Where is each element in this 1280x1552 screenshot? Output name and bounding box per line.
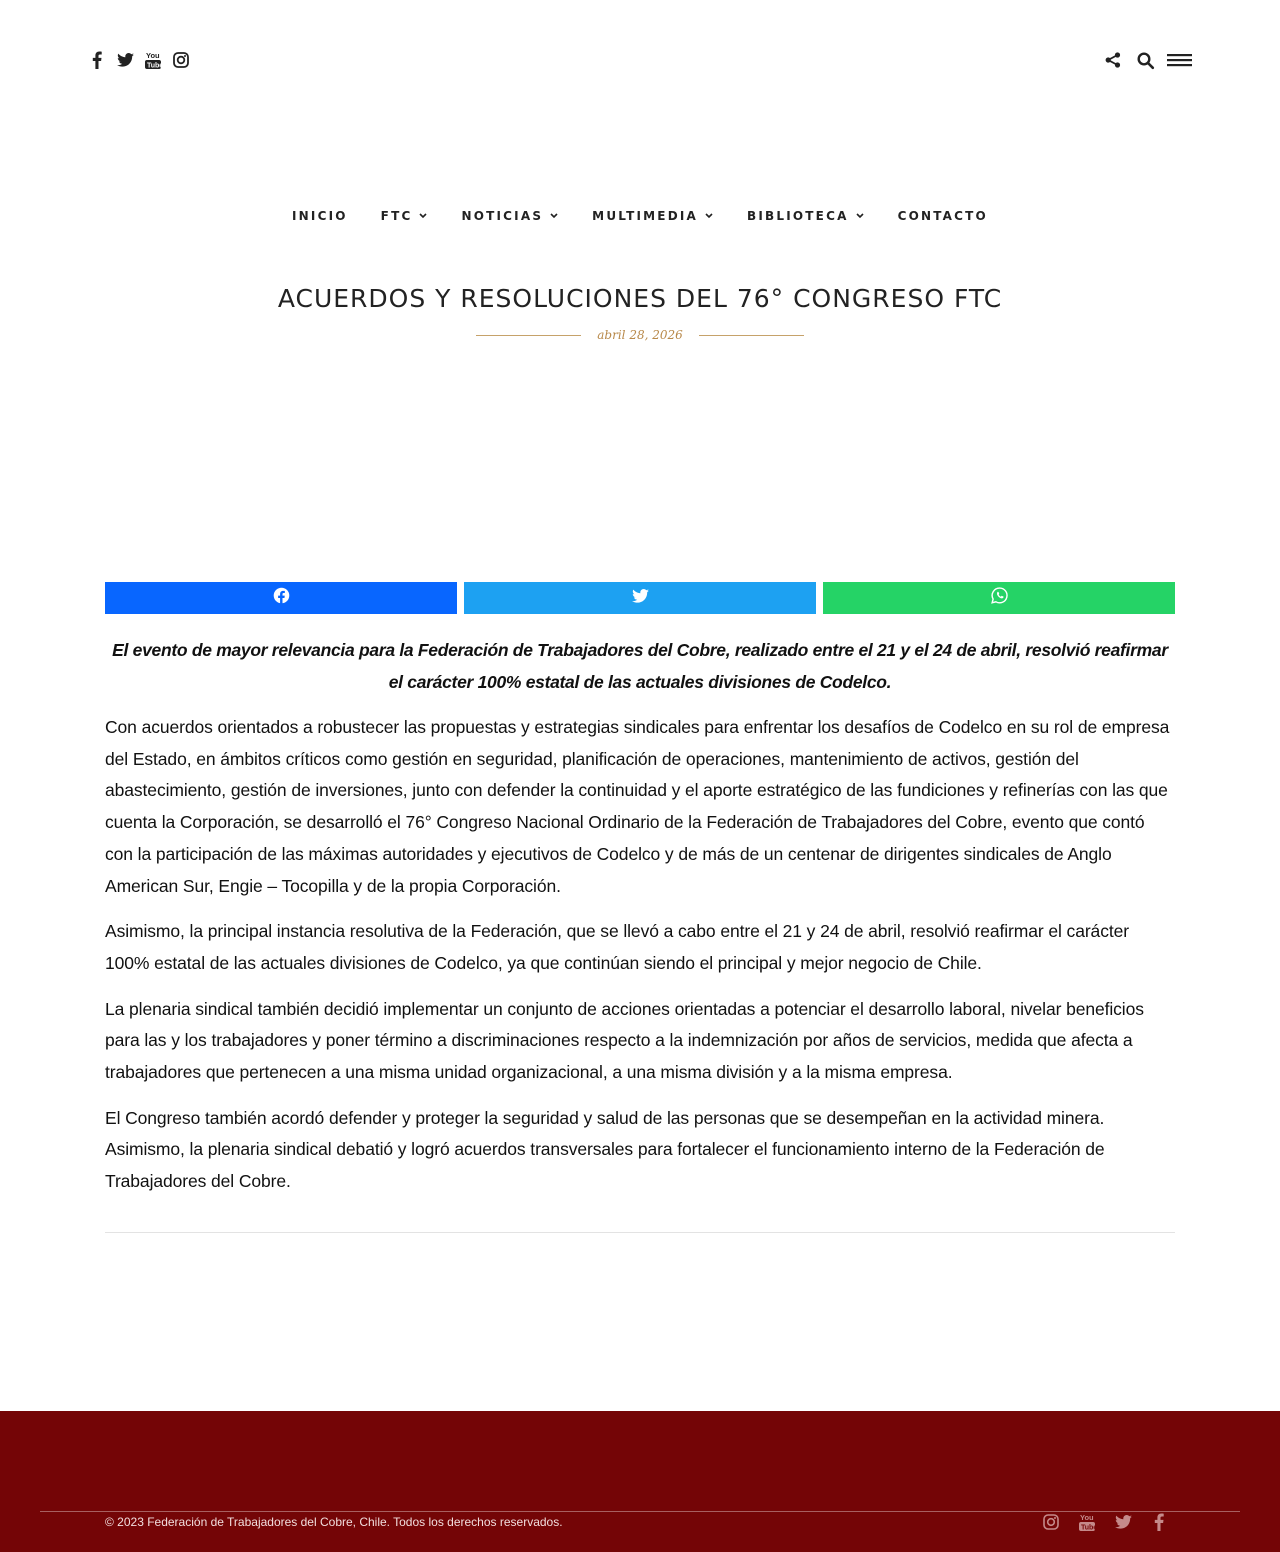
nav-item-label: FTC: [380, 209, 413, 223]
date-divider-left: [476, 335, 581, 336]
chevron-down-icon: [855, 211, 865, 221]
hamburger-menu-icon[interactable]: [1166, 48, 1192, 72]
footer-social-links: [1042, 1511, 1168, 1533]
nav-item-biblioteca[interactable]: [747, 206, 865, 226]
facebook-icon[interactable]: [1150, 1511, 1168, 1533]
whatsapp-icon: [991, 587, 1008, 609]
twitter-icon: [632, 589, 649, 608]
nav-item-inicio[interactable]: [292, 206, 348, 226]
date-divider-right: [699, 335, 804, 336]
footer: [0, 1411, 1280, 1552]
nav-item-label: NOTICIAS: [461, 209, 544, 223]
chevron-down-icon: [418, 211, 428, 221]
youtube-icon[interactable]: [144, 48, 162, 72]
nav-item-label: MULTIMEDIA: [592, 209, 699, 223]
nav-item-label: CONTACTO: [897, 209, 988, 223]
svg-text:Tube: Tube: [1081, 1524, 1098, 1532]
article-paragraph: Con acuerdos orientados a robustecer las propuestas y estrategias sindicales para enfrentar los desafíos de Codelco en su rol de empresa del Estado, en ámbitos críticos como gestión en seguridad, planificación de operaciones, mantenimiento de activos, gestión del abastecimiento, gestión de inversiones, junto con defender la continuidad y el aporte estratégico de las fundiciones y refinerías con las que cuenta la Corporación, se desarrolló el 76° Congreso Nacional Ordinario de la Federación de Trabajadores del Cobre, evento que contó con la participación de las máximas autoridades y ejecutivos de Codelco y de más de un centenar de dirigentes sindicales de Anglo American Sur, Engie – Tocopilla y de la propia Corporación.: [105, 717, 1170, 896]
header-tools: [1102, 48, 1192, 72]
article-body: [105, 634, 1175, 1212]
nav-item-label: BIBLIOTECA: [747, 209, 849, 223]
article-paragraph: La plenaria sindical también decidió implementar un conjunto de acciones orientadas a potenciar el desarrollo laboral, nivelar beneficios para las y los trabajadores y poner término a discriminaciones respecto a la indemnización por años de servicios, medida que afecta a trabajadores que pertenecen a una misma unidad organizacional, a una misma división y a la misma empresa.: [105, 998, 1144, 1083]
svg-text:Tube: Tube: [147, 62, 164, 70]
content-divider: [105, 1232, 1175, 1233]
twitter-icon[interactable]: [1114, 1511, 1132, 1533]
instagram-icon[interactable]: [172, 48, 190, 72]
youtube-icon[interactable]: [1078, 1511, 1096, 1533]
nav-item-noticias[interactable]: [461, 206, 559, 226]
nav-item-contacto[interactable]: [898, 206, 988, 226]
facebook-icon: [273, 587, 290, 609]
instagram-icon[interactable]: [1042, 1511, 1060, 1533]
article-lead: El evento de mayor relevancia para la Federación de Trabajadores del Cobre, realizado entre el 21 y el 24 de abril, resolvió reafirmar el carácter 100% estatal de las actuales divisiones de Codelco.: [112, 640, 1168, 692]
share-facebook-button[interactable]: [105, 582, 457, 614]
svg-text:You: You: [146, 51, 160, 60]
share-buttons: [105, 582, 1175, 614]
copyright-text: © 2023 Federación de Trabajadores del Cobre, Chile. Todos los derechos reservados.: [105, 1515, 563, 1529]
nav-item-ftc[interactable]: [381, 206, 429, 226]
share-twitter-button[interactable]: [464, 582, 816, 614]
search-icon[interactable]: [1134, 48, 1156, 72]
share-icon[interactable]: [1102, 48, 1124, 72]
article-paragraph: Asimismo, la principal instancia resolutiva de la Federación, que se llevó a cabo entre el 21 y 24 de abril, resolvió reafirmar el carácter 100% estatal de las actuales divisiones de Codelco, ya que continúan siendo el principal y mejor negocio de Chile.: [105, 921, 1129, 973]
post-date: abril 28, 2026: [597, 328, 683, 342]
nav-item-label: INICIO: [292, 209, 348, 223]
header-social-links: [88, 48, 190, 72]
nav-item-multimedia[interactable]: [592, 206, 714, 226]
article-paragraph: El Congreso también acordó defender y proteger la seguridad y salud de las personas que se desempeñan en la actividad minera. Asimismo, la plenaria sindical debatió y logró acuerdos transversales para fortalecer el funcionamiento interno de la Federación de Trabajadores del Cobre.: [105, 1107, 1105, 1192]
main-nav: [0, 206, 1280, 226]
post-date-row: [0, 328, 1280, 342]
facebook-icon[interactable]: [88, 48, 106, 72]
top-bar: [0, 0, 1280, 120]
chevron-down-icon: [549, 211, 559, 221]
svg-text:You: You: [1080, 1513, 1094, 1522]
share-whatsapp-button[interactable]: [823, 582, 1175, 614]
page-title: ACUERDOS Y RESOLUCIONES DEL 76° CONGRESO FTC: [277, 284, 1003, 313]
chevron-down-icon: [704, 211, 714, 221]
twitter-icon[interactable]: [116, 48, 134, 72]
